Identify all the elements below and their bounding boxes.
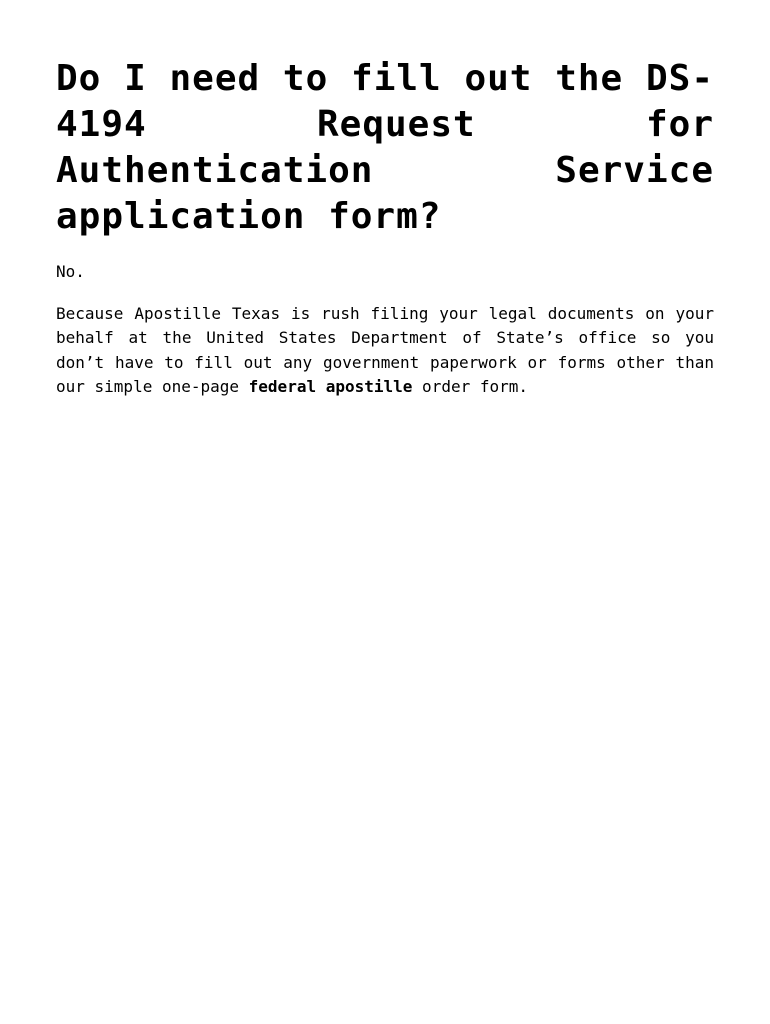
faq-article	[56, 56, 714, 400]
federal-apostille-link[interactable]: federal apostille	[248, 377, 413, 396]
page-title: Do I need to fill out the DS-4194 Request for Authentication Service application form?	[56, 58, 714, 237]
answer-text-end: order form.	[412, 377, 529, 396]
short-answer: No.	[56, 262, 85, 281]
answer-text-start: Because Apostille Texas is rush filing your legal documents on your behalf at the United States Department of State’s office so you don’t have to fill out any government paperwork or forms other than our simple one-page	[56, 303, 714, 396]
answer-paragraph	[56, 302, 714, 400]
